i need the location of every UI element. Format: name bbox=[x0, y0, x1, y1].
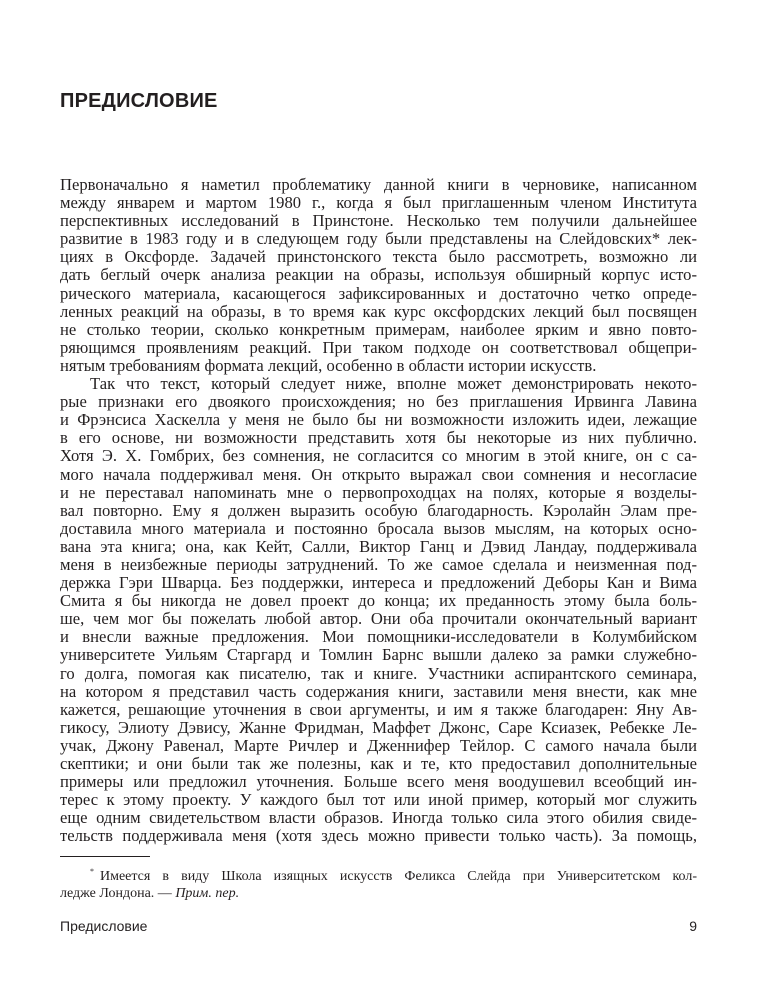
page-title: ПРЕДИСЛОВИЕ bbox=[60, 90, 218, 112]
text-line: перспективных исследований в Принстоне. Несколько тем получили дальнейшее bbox=[60, 212, 697, 231]
text-line: меня в неизбежные периоды затруднений. То же самое сделала и неизменная под- bbox=[60, 555, 697, 574]
footnote-marker: * bbox=[90, 867, 94, 876]
text-line: мого начала поддерживал меня. Он открыто выражал свои сомнения и несогласие bbox=[60, 465, 697, 484]
text-line: терес к этому проекту. У каждого был тот или иной пример, который мог служить bbox=[60, 791, 697, 810]
running-footer-section: Предисловие bbox=[60, 918, 148, 934]
text-line: кажется, решающие уточнения в свои аргументы, и им я также благодарен: Яну Ав- bbox=[60, 700, 697, 719]
text-line: скептики; и они были так же полезны, как и те, кто предоставил дополнительные bbox=[60, 755, 697, 773]
text-line: развитие в 1983 году и в следующем году были представлены на Слейдовских* лек- bbox=[60, 230, 697, 249]
text-line: вана эта книга; она, как Кейт, Салли, Виктор Ганц и Дэвид Ландау, поддерживала bbox=[60, 537, 697, 556]
text-line: дать беглый очерк анализа реакции на образы, используя обширный корпус исто- bbox=[60, 266, 697, 285]
text-line: ряющимся проявлениям реакций. При таком подходе он соответствовал общепри- bbox=[60, 338, 697, 357]
text-line: вал повторно. Ему я должен выразить особую благодарность. Кэролайн Элам пре- bbox=[60, 501, 697, 520]
footnote-text: Имеется в виду Школа изящных искусств Феликса Слейда при Университетском кол- bbox=[100, 869, 697, 883]
text-line: учак, Джону Равенал, Марте Ричлер и Дженнифер Тейлор. С самого начала были bbox=[60, 736, 697, 755]
text-line: в его основе, ни возможности представить хотя бы некоторые из них публично. bbox=[60, 429, 697, 448]
text-line: рые признаки его двоякого происхождения; но без приглашения Ирвинга Лавина bbox=[60, 393, 697, 412]
text-line: Так что текст, который следует ниже, вполне может демонстрировать некото- bbox=[90, 375, 697, 394]
text-line: еще одним свидетельством власти образов. Иногда только сила этого обилия свиде- bbox=[60, 809, 697, 828]
text-line: Первоначально я наметил проблематику данной книги в черновике, написанном bbox=[60, 176, 697, 194]
page-footer bbox=[60, 918, 697, 934]
text-line: и внесли важные предложения. Мои помощники-исследователи в Колумбийском bbox=[60, 628, 697, 647]
text-line: Хотя Э. Х. Гомбрих, без сомнения, не согласится со многим в этой книге, он с са- bbox=[60, 447, 697, 466]
text-line: рического материала, касающегося зафиксированных и достаточно четко опреде- bbox=[60, 284, 697, 303]
text-line: держка Гэри Шварца. Без поддержки, интереса и предложений Деборы Кан и Вима bbox=[60, 574, 697, 593]
text-line: доставила много материала и постоянно бросала вызов мыслям, на которых осно- bbox=[60, 519, 697, 538]
text-line: тельств поддерживала меня (хотя здесь можно привести только часть). За помощь, bbox=[60, 827, 697, 846]
text-line: и не переставал напоминать мне о первопроходцах на полях, которые я возделы- bbox=[60, 483, 697, 502]
text-line: ше, чем мог бы пожелать любой автор. Они оба прочитали окончательный вариант bbox=[60, 610, 697, 629]
footnote bbox=[60, 861, 697, 904]
text-line: Смита я бы никогда не довел проект до конца; их преданность этому была боль- bbox=[60, 592, 697, 611]
text-line: циях в Оксфорде. Задачей принстонского текста было рассмотреть, возможно ли bbox=[60, 248, 697, 267]
footnote-divider bbox=[60, 856, 150, 857]
translator-note: Прим. пер. bbox=[175, 885, 240, 901]
page-number: 9 bbox=[689, 918, 697, 934]
text-line: университете Уильям Старгард и Томлин Барнс вышли далеко за рамки служебно- bbox=[60, 646, 697, 665]
text-line: на котором я представил часть содержания книги, заставили меня внести, как мне bbox=[60, 682, 697, 701]
text-line: между январем и мартом 1980 г., когда я был приглашенным членом Института bbox=[60, 194, 697, 213]
text-line: гикосу, Элиоту Дэвису, Жанне Фридман, Маффет Джонс, Саре Ксиазек, Ребекке Ле- bbox=[60, 718, 697, 737]
footnote-line bbox=[60, 883, 697, 905]
text-line: не столько теории, сколько конкретным примерам, наиболее ярким и явно повто- bbox=[60, 320, 697, 339]
footnote-text: ледже Лондона. — bbox=[60, 885, 176, 901]
text-line: ленных реакций на образы, в то время как курс оксфордских лекций был посвящен bbox=[60, 302, 697, 321]
text-line: примеры или предложил уточнения. Больше всего меня воодушевил всеобщий ин- bbox=[60, 773, 697, 792]
footnote-line bbox=[60, 861, 697, 883]
text-line: го долга, помогая как писателю, так и книге. Участники аспирантского семинара, bbox=[60, 664, 697, 683]
body-text bbox=[60, 176, 697, 845]
text-line: и Фрэнсиса Хаскелла у меня не было бы ни возможности изложить идеи, лежащие bbox=[60, 411, 697, 430]
text-line: нятым требованиям формата лекций, особенно в области истории искусств. bbox=[60, 356, 597, 375]
